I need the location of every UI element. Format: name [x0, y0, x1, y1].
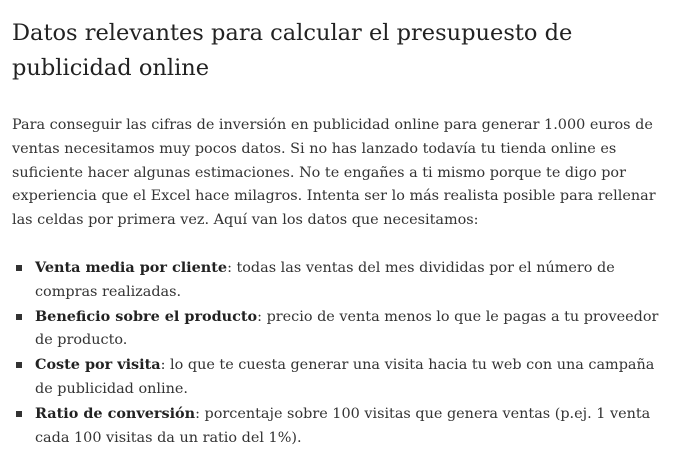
article	[12, 16, 667, 450]
list-item-description: : todas las ventas del mes divididas por el número de compras realizadas.	[35, 259, 615, 300]
list-item-description: : lo que te cuesta generar una visita hacia tu web con una campaña de publicidad online.	[35, 357, 655, 397]
list-item-term: Coste por visita	[35, 356, 161, 374]
list-item-description: : precio de venta menos lo que le pagas a tu proveedor de producto.	[35, 308, 659, 349]
square-bullet-icon	[16, 411, 22, 417]
list-item-term: Beneficio sobre el producto	[35, 307, 258, 325]
list-item-term: Venta media por cliente	[35, 258, 228, 276]
article-heading: Datos relevantes para calcular el presupuesto de publicidad online	[12, 20, 573, 81]
square-bullet-icon	[16, 362, 22, 368]
list-item-coste-visita	[12, 353, 667, 402]
square-bullet-icon	[16, 265, 22, 271]
square-bullet-icon	[16, 314, 22, 320]
list-item-ratio-conversion	[12, 402, 667, 451]
intro-paragraph: Para conseguir las cifras de inversión en publicidad online para generar 1.000 euros de ventas necesitamos muy pocos datos. Si no has lanzado todavía tu tienda online es suficiente hacer algunas estimaciones. No te engañes a ti mismo porque te digo por experiencia que el Excel hace milagros. Intenta ser lo más realista posible para rellenar las celdas por primera vez. Aquí van los datos que necesitamos:	[12, 117, 656, 229]
list-item-description: : porcentaje sobre 100 visitas que genera ventas (p.ej. 1 venta cada 100 visitas da un ratio del 1%).	[35, 405, 651, 446]
list-item-term: Ratio de conversión	[35, 404, 196, 422]
list-item-venta-media	[12, 256, 667, 305]
data-requirements-list	[12, 256, 667, 450]
list-item-beneficio	[12, 305, 667, 354]
